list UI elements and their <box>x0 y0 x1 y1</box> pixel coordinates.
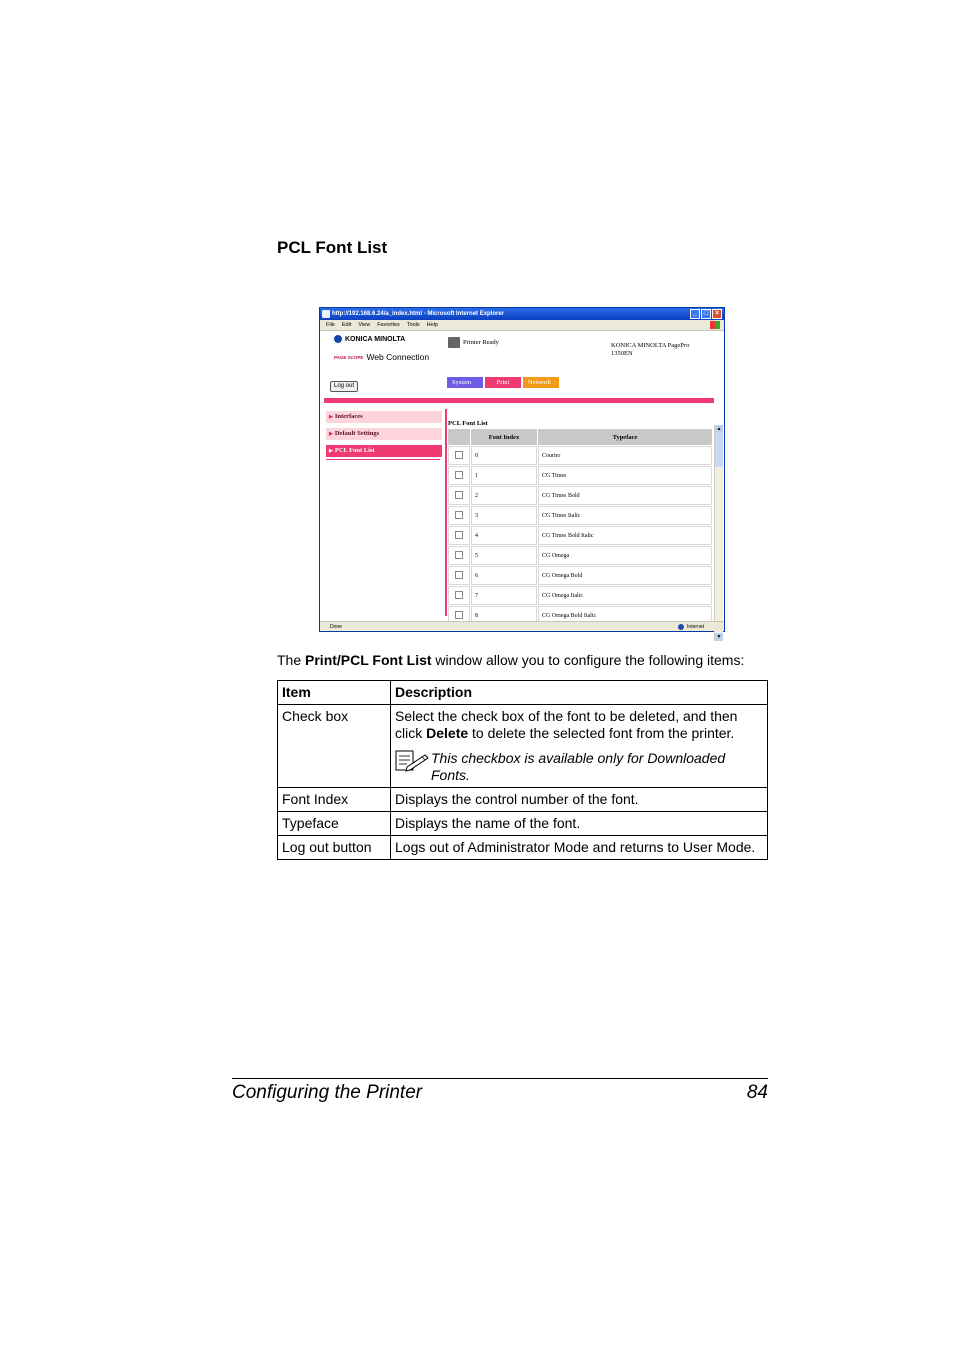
intro-bold: Print/PCL Font List <box>305 652 432 668</box>
font-checkbox[interactable] <box>455 511 463 519</box>
font-typeface: Courier <box>538 446 712 465</box>
menu-edit[interactable]: Edit <box>341 322 352 328</box>
font-checkbox[interactable] <box>455 611 463 619</box>
table-row <box>448 546 712 565</box>
font-checkbox[interactable] <box>455 551 463 559</box>
font-checkbox[interactable] <box>455 471 463 479</box>
product-name: Web Connection <box>366 352 430 362</box>
desc-text: Select the check box of the font to be deleted, and then click <box>395 708 738 741</box>
font-list-title: PCL Font List <box>448 420 488 427</box>
note <box>395 750 763 784</box>
font-index: 0 <box>471 446 537 465</box>
font-typeface: CG Times <box>538 466 712 485</box>
windows-flag-icon <box>710 321 720 329</box>
table-row <box>448 466 712 485</box>
printer-status <box>448 337 499 348</box>
table-row <box>278 836 768 860</box>
font-index: 6 <box>471 566 537 585</box>
internet-globe-icon <box>678 624 684 630</box>
row-item: Typeface <box>278 812 391 836</box>
col-checkbox-header <box>448 429 470 445</box>
font-checkbox[interactable] <box>455 451 463 459</box>
zone-label: Internet <box>687 624 704 630</box>
model-line2: 1350EN <box>611 350 633 357</box>
font-checkbox[interactable] <box>455 591 463 599</box>
printer-icon <box>448 337 460 348</box>
logout-button[interactable]: Log out <box>330 381 358 392</box>
menu-file[interactable]: File <box>326 322 335 328</box>
menu-favorites[interactable]: Favorites <box>377 322 400 328</box>
font-index: 2 <box>471 486 537 505</box>
font-typeface: CG Omega Bold <box>538 566 712 585</box>
browser-title: http://192.168.6.24/a_index.html - Microsoft Internet Explorer <box>332 311 505 317</box>
font-typeface: CG Omega Italic <box>538 586 712 605</box>
pagescope-mark: PAGE SCOPE <box>334 354 364 360</box>
security-zone <box>678 622 704 632</box>
table-row <box>278 705 768 788</box>
sidebar-item-pcl-font-list[interactable] <box>326 445 442 457</box>
main-tabs <box>447 377 559 388</box>
menu-tools[interactable]: Tools <box>406 322 420 328</box>
table-row <box>448 566 712 585</box>
browser-menu-bar <box>320 320 724 331</box>
printer-status-text: Printer Ready <box>463 339 499 346</box>
row-description: Logs out of Administrator Mode and returns to User Mode. <box>391 836 768 860</box>
table-row <box>448 506 712 525</box>
font-index: 4 <box>471 526 537 545</box>
description-table <box>277 680 768 860</box>
header-divider <box>324 398 714 403</box>
sidebar <box>326 411 442 460</box>
row-description: Displays the control number of the font. <box>391 788 768 812</box>
sidebar-item-label: PCL Font List <box>334 447 375 454</box>
font-typeface: CG Omega <box>538 546 712 565</box>
intro-pre: The <box>277 652 306 668</box>
header-item: Item <box>278 681 391 705</box>
printer-model <box>611 342 689 358</box>
font-list-panel <box>447 411 715 626</box>
font-typeface: CG Times Bold Italic <box>538 526 712 545</box>
font-typeface: CG Times Italic <box>538 506 712 525</box>
header-description: Description <box>391 681 768 705</box>
vertical-scrollbar[interactable] <box>714 425 723 641</box>
close-icon[interactable]: × <box>712 309 722 319</box>
intro-paragraph <box>277 652 744 668</box>
menu-help[interactable]: Help <box>426 322 438 328</box>
scroll-thumb[interactable] <box>715 433 723 467</box>
footer-chapter-title: Configuring the Printer <box>232 1082 423 1103</box>
menu-view[interactable]: View <box>358 322 371 328</box>
font-checkbox[interactable] <box>455 571 463 579</box>
arrow-icon: ▶ <box>329 449 333 454</box>
row-item: Font Index <box>278 788 391 812</box>
section-title: PCL Font List <box>277 238 388 257</box>
table-row <box>278 812 768 836</box>
brand-name: KONICA MINOLTA <box>345 335 406 343</box>
font-index: 1 <box>471 466 537 485</box>
status-text: Done <box>330 624 342 630</box>
sidebar-item-label: Interfaces <box>334 413 363 420</box>
sidebar-item-label: Default Settings <box>334 430 380 437</box>
maximize-icon[interactable]: □ <box>701 309 711 319</box>
sidebar-item-default-settings[interactable] <box>326 428 442 440</box>
product-logo <box>334 352 429 362</box>
row-description <box>391 705 768 788</box>
note-text: This checkbox is available only for Downloaded Fonts. <box>431 750 726 783</box>
ie-icon <box>322 310 330 318</box>
intro-post: window allow you to configure the following items: <box>431 652 745 668</box>
table-row <box>448 486 712 505</box>
minimize-icon[interactable]: _ <box>690 309 700 319</box>
sidebar-item-interfaces[interactable] <box>326 411 442 423</box>
browser-title-bar <box>320 308 724 320</box>
font-index: 5 <box>471 546 537 565</box>
tab-system[interactable]: System <box>447 377 483 388</box>
konica-globe-icon <box>334 335 342 343</box>
arrow-icon: ▶ <box>329 432 333 437</box>
font-typeface: CG Omega Bold Italic <box>538 606 712 625</box>
tab-network[interactable]: Network <box>523 377 559 388</box>
desc-text: to delete the selected font from the printer. <box>468 725 735 741</box>
table-row <box>448 526 712 545</box>
arrow-icon: ▶ <box>329 415 333 420</box>
font-typeface: CG Times Bold <box>538 486 712 505</box>
browser-screenshot <box>319 307 725 640</box>
font-index: 7 <box>471 586 537 605</box>
tab-print[interactable]: Print <box>485 377 521 388</box>
scroll-up-icon[interactable]: ▲ <box>716 426 722 432</box>
desc-bold: Delete <box>426 725 469 741</box>
browser-status-bar <box>320 621 724 631</box>
font-table <box>447 428 713 626</box>
font-checkbox[interactable] <box>455 531 463 539</box>
table-row <box>448 586 712 605</box>
footer-divider <box>232 1078 768 1079</box>
note-pencil-icon <box>395 750 431 784</box>
brand-logo <box>334 335 405 343</box>
col-typeface-header: Typeface <box>538 429 712 445</box>
row-item: Log out button <box>278 836 391 860</box>
row-item: Check box <box>278 705 391 788</box>
model-line1: KONICA MINOLTA PagePro <box>611 342 690 349</box>
col-font-index-header: Font Index <box>471 429 537 445</box>
scroll-down-icon[interactable]: ▼ <box>716 634 722 640</box>
font-index: 3 <box>471 506 537 525</box>
row-description: Displays the name of the font. <box>391 812 768 836</box>
sidebar-divider <box>326 459 440 460</box>
table-row <box>278 788 768 812</box>
page-number: 84 <box>746 1082 768 1103</box>
table-row <box>448 446 712 465</box>
font-checkbox[interactable] <box>455 491 463 499</box>
font-index: 8 <box>471 606 537 625</box>
